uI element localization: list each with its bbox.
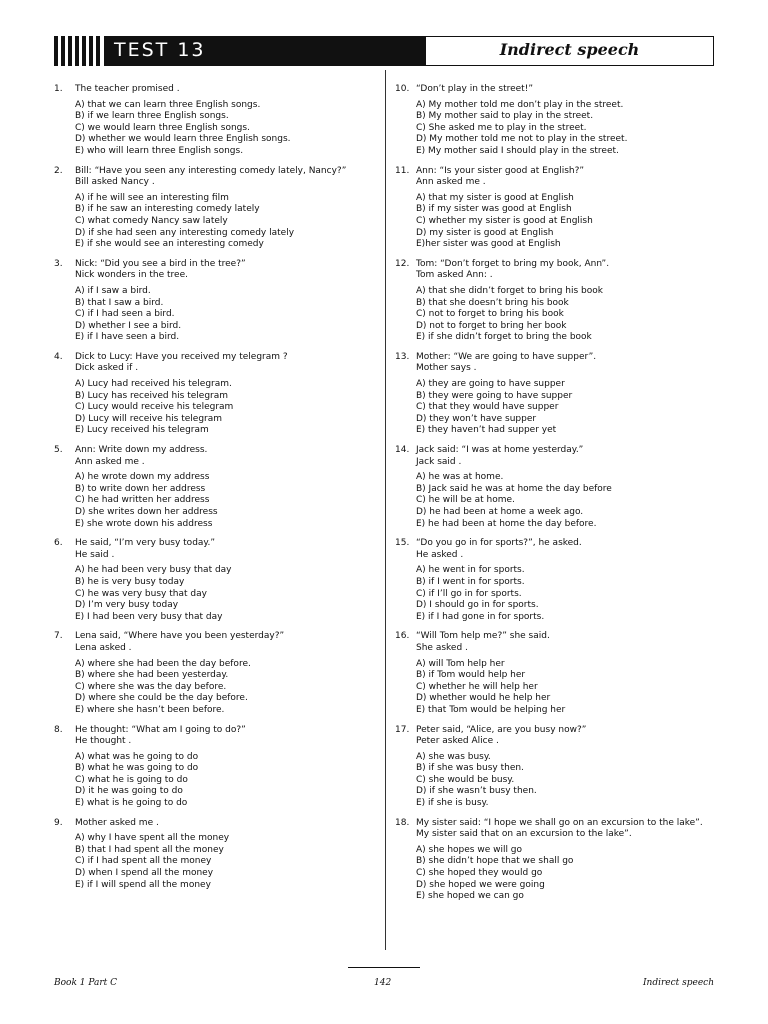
answer-options — [75, 286, 374, 344]
answer-option[interactable]: D) it he was going to do — [75, 786, 183, 797]
question-number: 18. — [395, 817, 410, 828]
answer-option[interactable]: B) that she doesn’t bring his book — [416, 297, 569, 308]
stem-line: Dick to Lucy: Have you received my telegram ? — [75, 351, 288, 362]
answer-option[interactable]: D) they won’t have supper — [416, 413, 537, 424]
stem-line: Mother says . — [416, 363, 477, 374]
footer-topic: Indirect speech — [642, 978, 714, 988]
question-item — [395, 818, 725, 903]
left-column — [54, 84, 374, 899]
answer-options — [416, 845, 725, 903]
answer-option[interactable]: E) she hoped we can go — [416, 891, 524, 902]
answer-option[interactable]: B) to write down her address — [75, 483, 206, 494]
answer-option[interactable]: B) they were going to have supper — [416, 390, 573, 401]
column-divider — [385, 70, 386, 950]
question-item — [395, 259, 725, 344]
answer-option[interactable]: C) she would be busy. — [416, 774, 515, 785]
decorative-bars — [54, 36, 100, 66]
question-stem — [416, 445, 583, 468]
answer-option[interactable]: B) if we learn three English songs. — [75, 111, 229, 122]
answer-option[interactable]: E) she wrote down his address — [75, 518, 213, 529]
answer-option[interactable]: C) whether he will help her — [416, 681, 538, 692]
question-stem — [75, 84, 180, 96]
stem-line: Nick: “Did you see a bird in the tree?” — [75, 258, 246, 269]
question-stem — [75, 631, 284, 654]
question-number: 7. — [54, 631, 63, 642]
question-number: 10. — [395, 84, 410, 94]
answer-option[interactable]: A) that my sister is good at English — [416, 192, 574, 203]
answer-option[interactable]: D) whether would he help her — [416, 693, 551, 704]
answer-options — [75, 100, 374, 158]
answer-option[interactable]: B) she didn’t hope that we shall go — [416, 856, 574, 867]
question-item — [54, 538, 374, 623]
question-stem — [416, 259, 609, 282]
stem-line: Tom: “Don’t forget to bring my book, Ann”. — [416, 258, 610, 269]
stem-line: She asked . — [416, 642, 468, 653]
page-header — [54, 36, 714, 66]
answer-option[interactable]: A) they are going to have supper — [416, 379, 565, 390]
question-stem — [416, 84, 533, 96]
answer-option[interactable]: C) whether my sister is good at English — [416, 215, 593, 226]
answer-option[interactable]: D) My mother told me not to play in the street. — [416, 134, 628, 145]
question-item — [54, 84, 374, 158]
answer-option[interactable]: A) what was he going to do — [75, 751, 199, 762]
answer-option[interactable]: C) not to forget to bring his book — [416, 309, 564, 320]
question-item — [395, 631, 725, 716]
question-item — [395, 352, 725, 437]
answer-option[interactable]: D) where she could be the day before. — [75, 693, 248, 704]
answer-option[interactable]: C) if I’ll go in for sports. — [416, 588, 522, 599]
question-item — [54, 259, 374, 344]
answer-options — [75, 752, 374, 810]
question-item — [395, 166, 725, 251]
answer-option[interactable]: E) if she would see an interesting comedy — [75, 239, 264, 250]
stem-line: Dick asked if . — [75, 363, 139, 374]
question-item — [54, 631, 374, 716]
stem-line: Lena asked . — [75, 642, 132, 653]
answer-options — [416, 286, 725, 344]
stem-line: Ann asked me . — [416, 177, 486, 188]
stem-line: He thought . — [75, 736, 132, 747]
answer-options — [416, 659, 725, 717]
question-stem — [75, 818, 159, 830]
footer-book: Book 1 Part C — [54, 978, 118, 988]
answer-option[interactable]: E) if she is busy. — [416, 798, 489, 809]
answer-option[interactable]: A) he wrote down my address — [75, 472, 210, 483]
question-number: 8. — [54, 724, 63, 735]
answer-options — [75, 472, 374, 530]
stem-line: Tom asked Ann: . — [416, 270, 493, 281]
answer-option[interactable]: A) if I saw a bird. — [75, 285, 151, 296]
answer-option[interactable]: B) if Tom would help her — [416, 670, 526, 681]
answer-option[interactable]: C) we would learn three English songs. — [75, 122, 250, 133]
stem-line: Ann: Write down my address. — [75, 445, 208, 456]
question-number: 11. — [395, 165, 410, 176]
question-stem — [416, 725, 586, 748]
question-stem — [75, 259, 246, 282]
answer-option[interactable]: E) My mother said I should play in the street. — [416, 145, 619, 156]
stem-line: Lena said, “Where have you been yesterday?” — [75, 631, 285, 642]
stem-line: My sister said: “I hope we shall go on an excursion to the lake”. — [416, 817, 703, 828]
question-stem — [75, 538, 215, 561]
answer-option[interactable]: D) not to forget to bring her book — [416, 320, 567, 331]
answer-option[interactable]: D) he had been at home a week ago. — [416, 507, 584, 517]
answer-options — [416, 193, 725, 251]
question-number: 12. — [395, 258, 410, 269]
stem-line: Mother asked me . — [75, 817, 159, 828]
answer-option[interactable]: C) if I had spent all the money — [75, 856, 212, 867]
answer-option[interactable]: E) they haven’t had supper yet — [416, 425, 557, 436]
answer-option[interactable]: A) Lucy had received his telegram. — [75, 379, 232, 390]
answer-option[interactable]: E) if I will spend all the money — [75, 879, 211, 890]
answer-option[interactable]: B) if he saw an interesting comedy lately — [75, 204, 260, 215]
question-number: 17. — [395, 724, 410, 735]
footer-rule — [348, 967, 420, 968]
answer-option[interactable]: D) my sister is good at English — [416, 227, 554, 238]
answer-option[interactable]: E) I had been very busy that day — [75, 611, 223, 622]
answer-options — [416, 100, 725, 158]
answer-option[interactable]: C) She asked me to play in the street. — [416, 122, 587, 133]
question-stem — [75, 725, 246, 748]
answer-option[interactable]: C) she hoped they would go — [416, 868, 543, 879]
answer-option[interactable]: A) he had been very busy that day — [75, 565, 232, 576]
answer-options — [75, 379, 374, 437]
answer-option[interactable]: C) that they would have supper — [416, 402, 559, 413]
stem-line: “Will Tom help me?” she said. — [416, 631, 550, 642]
question-stem — [75, 166, 346, 189]
question-number: 14. — [395, 445, 410, 456]
question-stem — [416, 631, 550, 654]
stem-line: Ann: “Is your sister good at English?” — [416, 165, 585, 176]
answer-option[interactable]: B) Jack said he was at home the day before — [416, 483, 612, 494]
answer-options — [75, 565, 374, 623]
stem-line: Mother: “We are going to have supper”. — [416, 351, 597, 362]
answer-options — [75, 659, 374, 717]
answer-option[interactable]: B) Lucy has received his telegram — [75, 390, 229, 401]
answer-option[interactable]: B) if she was busy then. — [416, 763, 524, 774]
answer-option[interactable]: B) if my sister was good at English — [416, 204, 572, 215]
question-number: 1. — [54, 84, 63, 94]
question-item — [54, 352, 374, 437]
answer-option[interactable]: D) she hoped we were going — [416, 879, 545, 890]
answer-option[interactable]: C) Lucy would receive his telegram — [75, 402, 234, 413]
question-number: 15. — [395, 538, 410, 549]
answer-option[interactable]: C) he was very busy that day — [75, 588, 207, 599]
answer-option[interactable]: A) he went in for sports. — [416, 565, 525, 576]
answer-option[interactable]: C) what comedy Nancy saw lately — [75, 215, 228, 226]
answer-option[interactable]: E) where she hasn’t been before. — [75, 704, 225, 715]
question-number: 2. — [54, 165, 63, 176]
answer-options — [416, 565, 725, 623]
stem-line: Jack said . — [416, 456, 462, 467]
question-stem — [416, 538, 582, 561]
answer-options — [416, 379, 725, 437]
question-number: 9. — [54, 817, 63, 828]
question-item — [54, 445, 374, 530]
answer-option[interactable]: D) if she had seen any interesting comedy lately — [75, 227, 295, 238]
stem-line: Nick wonders in the tree. — [75, 270, 188, 281]
stem-line: Peter asked Alice . — [416, 736, 499, 747]
answer-options — [416, 752, 725, 810]
answer-option[interactable]: A) My mother told me don’t play in the street. — [416, 99, 624, 110]
answer-option[interactable]: D) she writes down her address — [75, 507, 218, 517]
stem-line: He said, “I’m very busy today.” — [75, 538, 215, 549]
answer-option[interactable]: A) where she had been the day before. — [75, 658, 251, 669]
answer-option[interactable]: A) that we can learn three English songs. — [75, 99, 261, 110]
question-item — [395, 84, 725, 158]
answer-option[interactable]: A) he was at home. — [416, 472, 504, 483]
answer-option[interactable]: D) whether I see a bird. — [75, 320, 182, 331]
answer-option[interactable]: E) if I have seen a bird. — [75, 332, 180, 343]
question-stem — [75, 352, 288, 375]
answer-option[interactable]: A) that she didn’t forget to bring his book — [416, 285, 603, 296]
stem-line: He said . — [75, 549, 115, 560]
stem-line: Bill asked Nancy . — [75, 177, 155, 188]
question-stem — [416, 352, 596, 375]
stem-line: Peter said, “Alice, are you busy now?” — [416, 724, 587, 735]
question-stem — [416, 166, 584, 189]
answer-option[interactable]: B) what he was going to do — [75, 763, 199, 774]
answer-option[interactable]: C) what he is going to do — [75, 774, 188, 785]
answer-option[interactable]: B) that I saw a bird. — [75, 297, 164, 308]
question-item — [54, 725, 374, 810]
question-number: 6. — [54, 538, 63, 549]
question-item — [395, 725, 725, 810]
answer-option[interactable]: E)her sister was good at English — [416, 239, 561, 250]
right-column — [395, 84, 725, 911]
question-item — [395, 445, 725, 530]
answer-option[interactable]: E) Lucy received his telegram — [75, 425, 209, 436]
answer-option[interactable]: A) will Tom help her — [416, 658, 505, 669]
answer-option[interactable]: E) what is he going to do — [75, 798, 188, 809]
question-stem — [416, 818, 703, 841]
stem-line: The teacher promised . — [75, 84, 180, 94]
answer-option[interactable]: D) I should go in for sports. — [416, 600, 539, 611]
answer-option[interactable]: C) where she was the day before. — [75, 681, 227, 692]
stem-line: Bill: “Have you seen any interesting comedy lately, Nancy?” — [75, 165, 347, 176]
answer-option[interactable]: A) she hopes we will go — [416, 844, 523, 855]
answer-option[interactable]: A) if he will see an interesting film — [75, 192, 229, 203]
answer-option[interactable]: E) who will learn three English songs. — [75, 145, 244, 156]
answer-option[interactable]: B) where she had been yesterday. — [75, 670, 229, 681]
stem-line: “Don’t play in the street!” — [416, 84, 533, 94]
answer-option[interactable]: D) whether we would learn three English songs. — [75, 134, 291, 145]
question-number: 4. — [54, 351, 63, 362]
question-number: 3. — [54, 258, 63, 269]
topic-title: Indirect speech — [426, 36, 714, 66]
stem-line: Ann asked me . — [75, 456, 145, 467]
stem-line: Jack said: “I was at home yesterday.” — [416, 445, 584, 456]
question-stem — [75, 445, 207, 468]
answer-option[interactable]: D) I’m very busy today — [75, 600, 179, 611]
question-number: 16. — [395, 631, 410, 642]
answer-options — [416, 472, 725, 530]
answer-options — [75, 833, 374, 891]
test-title: TEST 13 — [104, 36, 426, 66]
answer-option[interactable]: E) that Tom would be helping her — [416, 704, 566, 715]
answer-option[interactable]: C) if I had seen a bird. — [75, 309, 175, 320]
stem-line: He asked . — [416, 549, 464, 560]
answer-option[interactable]: E) if I had gone in for sports. — [416, 611, 545, 622]
answer-option[interactable]: C) he will be at home. — [416, 495, 515, 506]
answer-option[interactable]: E) he had been at home the day before. — [416, 518, 597, 529]
page-number: 142 — [374, 978, 392, 988]
question-item — [54, 818, 374, 892]
answer-option[interactable]: B) that I had spent all the money — [75, 844, 224, 855]
stem-line: My sister said that on an excursion to the lake”. — [416, 829, 632, 840]
answer-option[interactable]: D) if she wasn’t busy then. — [416, 786, 537, 797]
answer-option[interactable]: D) Lucy will receive his telegram — [75, 413, 223, 424]
stem-line: He thought: “What am I going to do?” — [75, 724, 246, 735]
answer-option[interactable]: E) if she didn’t forget to bring the book — [416, 332, 592, 343]
answer-option[interactable]: C) he had written her address — [75, 495, 210, 506]
answer-option[interactable]: A) she was busy. — [416, 751, 491, 762]
answer-options — [75, 193, 374, 251]
answer-option[interactable]: B) he is very busy today — [75, 576, 185, 587]
stem-line: “Do you go in for sports?”, he asked. — [416, 538, 582, 549]
question-number: 5. — [54, 445, 63, 456]
answer-option[interactable]: B) if I went in for sports. — [416, 576, 525, 587]
answer-option[interactable]: B) My mother said to play in the street. — [416, 111, 594, 122]
answer-option[interactable]: A) why I have spent all the money — [75, 833, 230, 844]
question-item — [54, 166, 374, 251]
question-number: 13. — [395, 351, 410, 362]
answer-option[interactable]: D) when I spend all the money — [75, 868, 214, 879]
question-item — [395, 538, 725, 623]
